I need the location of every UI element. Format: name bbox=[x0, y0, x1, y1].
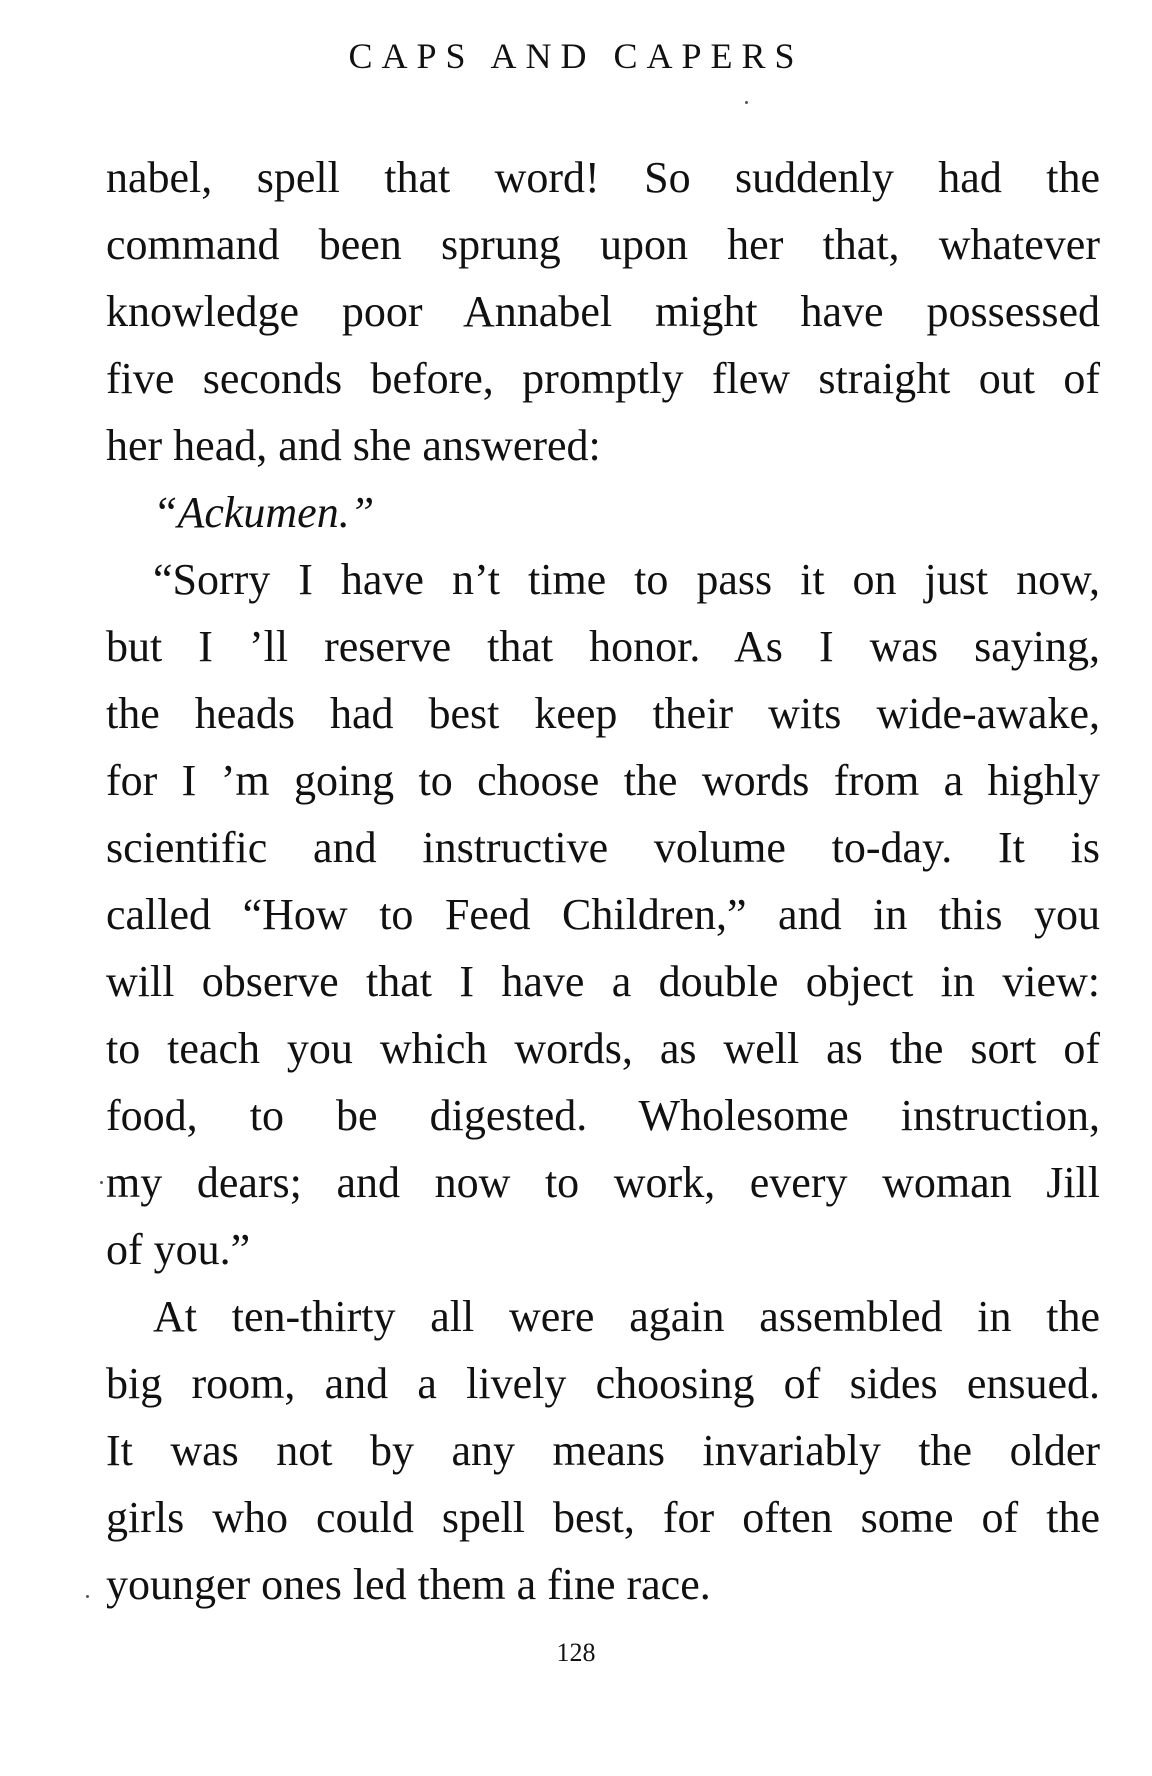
scan-speck bbox=[86, 1595, 89, 1598]
text-line: but I ’ll reserve that honor. As I was saying, bbox=[106, 622, 1100, 671]
text-line: five seconds before, promptly flew straight out of bbox=[106, 354, 1100, 403]
italic-word: “Ackumen.” bbox=[153, 488, 375, 537]
text-line: “Sorry I have n’t time to pass it on just now, bbox=[153, 555, 1100, 604]
text-line: for I ’m going to choose the words from a highly bbox=[106, 756, 1100, 805]
text-line: will observe that I have a double object in view: bbox=[106, 957, 1100, 1006]
text-line: of you.” bbox=[106, 1225, 251, 1274]
text-line: scientific and instructive volume to-day. It is bbox=[106, 823, 1100, 872]
paragraph bbox=[106, 1283, 1100, 1618]
paragraph bbox=[106, 546, 1100, 1283]
text-line-italic bbox=[106, 479, 1100, 546]
text-line: At ten-thirty all were again assembled in the bbox=[153, 1292, 1100, 1341]
text-line: girls who could spell best, for often some of the bbox=[106, 1493, 1100, 1542]
text-line: nabel, spell that word! So suddenly had the bbox=[106, 153, 1100, 202]
text-line: the heads had best keep their wits wide-awake, bbox=[106, 689, 1100, 738]
text-line: to teach you which words, as well as the sort of bbox=[106, 1024, 1100, 1073]
text-line: It was not by any means invariably the older bbox=[106, 1426, 1100, 1475]
page-number: 128 bbox=[556, 1638, 596, 1667]
text-line: big room, and a lively choosing of sides ensued. bbox=[106, 1359, 1100, 1408]
text-line: younger ones led them a fine race. bbox=[106, 1560, 711, 1609]
text-line: food, to be digested. Wholesome instruction, bbox=[106, 1091, 1100, 1140]
body-text bbox=[106, 144, 1100, 1618]
text-line: my dears; and now to work, every woman Jill bbox=[106, 1158, 1100, 1207]
running-head: CAPS AND CAPERS bbox=[348, 36, 804, 76]
text-line: command been sprung upon her that, whatever bbox=[106, 220, 1100, 269]
text-line: called “How to Feed Children,” and in this you bbox=[106, 890, 1100, 939]
text-line: her head, and she answered: bbox=[106, 421, 601, 470]
text-line: knowledge poor Annabel might have possessed bbox=[106, 287, 1100, 336]
paragraph bbox=[106, 144, 1100, 479]
scan-speck bbox=[100, 1181, 103, 1184]
paragraph bbox=[106, 479, 1100, 546]
scan-speck bbox=[745, 101, 748, 104]
